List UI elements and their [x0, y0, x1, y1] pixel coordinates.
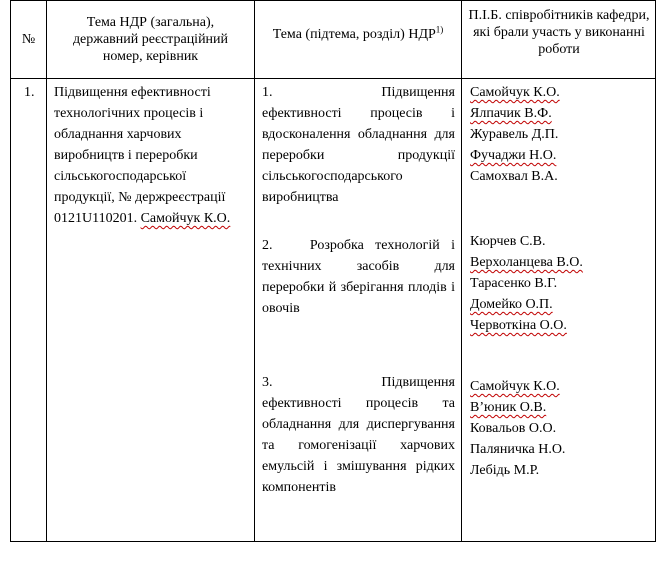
staff-group-3 — [470, 376, 565, 481]
column-divider-3 — [461, 0, 462, 542]
header-number-text: № — [21, 32, 36, 47]
subtopic-3 — [262, 372, 455, 498]
subtopic-2 — [262, 235, 455, 319]
header-subtopic — [265, 26, 451, 43]
header-number — [11, 31, 46, 48]
staff-name: Самойчук К.О. — [470, 379, 560, 394]
staff-name: Лебідь М.Р. — [470, 463, 540, 478]
subtopic-2-text: Розробка технологій і технічних засобів для переробки й зберігання плодів і овочів — [262, 238, 456, 316]
header-subtopic-footnote: 1) — [435, 24, 444, 35]
subtopic-1-number: 1. — [262, 85, 273, 100]
staff-group-2 — [470, 231, 583, 336]
header-general-topic-text: Тема НДР (загальна), державний реєстраційний номер, керівник — [72, 15, 229, 64]
staff-name: Кюрчев С.В. — [470, 234, 546, 249]
staff-name: Верхоланцева В.О. — [470, 255, 583, 270]
general-topic-cell — [54, 82, 246, 229]
subtopic-3-text: Підвищення ефективності процесів та обладнання для диспергування та гомогенізації харчових емульсій і змішування рідких компонентів — [262, 375, 455, 495]
research-table — [10, 0, 656, 542]
subtopic-3-number: 3. — [262, 375, 273, 390]
row-number-text: 1. — [24, 85, 35, 100]
subtopic-1 — [262, 82, 455, 208]
staff-name: Журавель Д.П. — [470, 127, 559, 142]
staff-name: Домейко О.П. — [470, 297, 553, 312]
header-divider — [10, 78, 656, 79]
staff-name: Червоткіна О.О. — [470, 318, 567, 333]
staff-name: Самохвал В.А. — [470, 169, 558, 184]
table-border-right — [655, 0, 656, 542]
staff-name: Паляничка Н.О. — [470, 442, 566, 457]
staff-name: Ковальов О.О. — [470, 421, 557, 436]
header-staff — [466, 7, 652, 58]
staff-name: В’юник О.В. — [470, 400, 547, 415]
staff-name: Ялпачик В.Ф. — [470, 106, 552, 121]
general-topic-text: Підвищення ефективності технологічних процесів і обладнання харчових виробництв і переробки сільськогосподарської продукції, № держреєстрації 0121U110201. — [54, 85, 226, 226]
table-border-top — [10, 0, 656, 1]
header-staff-text: П.І.Б. співробітників кафедри, які брали участь у виконанні роботи — [468, 8, 650, 57]
staff-name: Тарасенко В.Г. — [470, 276, 558, 291]
subtopic-2-number: 2. — [262, 238, 273, 253]
subtopic-1-text: Підвищення ефективності процесів і вдосконалення обладнання для переробки продукції сільськогосподарського виробництва — [262, 85, 455, 205]
general-topic-head: Самойчук К.О. — [140, 211, 231, 226]
staff-name: Самойчук К.О. — [470, 85, 560, 100]
header-subtopic-text: Тема (підтема, розділ) НДР — [272, 27, 436, 42]
table-border-left — [10, 0, 11, 542]
column-divider-1 — [46, 0, 47, 542]
staff-group-1 — [470, 82, 560, 187]
row-number — [24, 82, 35, 103]
header-general-topic — [57, 14, 244, 65]
column-divider-2 — [254, 0, 255, 542]
table-border-bottom — [10, 541, 656, 542]
staff-name: Фучаджи Н.О. — [470, 148, 557, 163]
